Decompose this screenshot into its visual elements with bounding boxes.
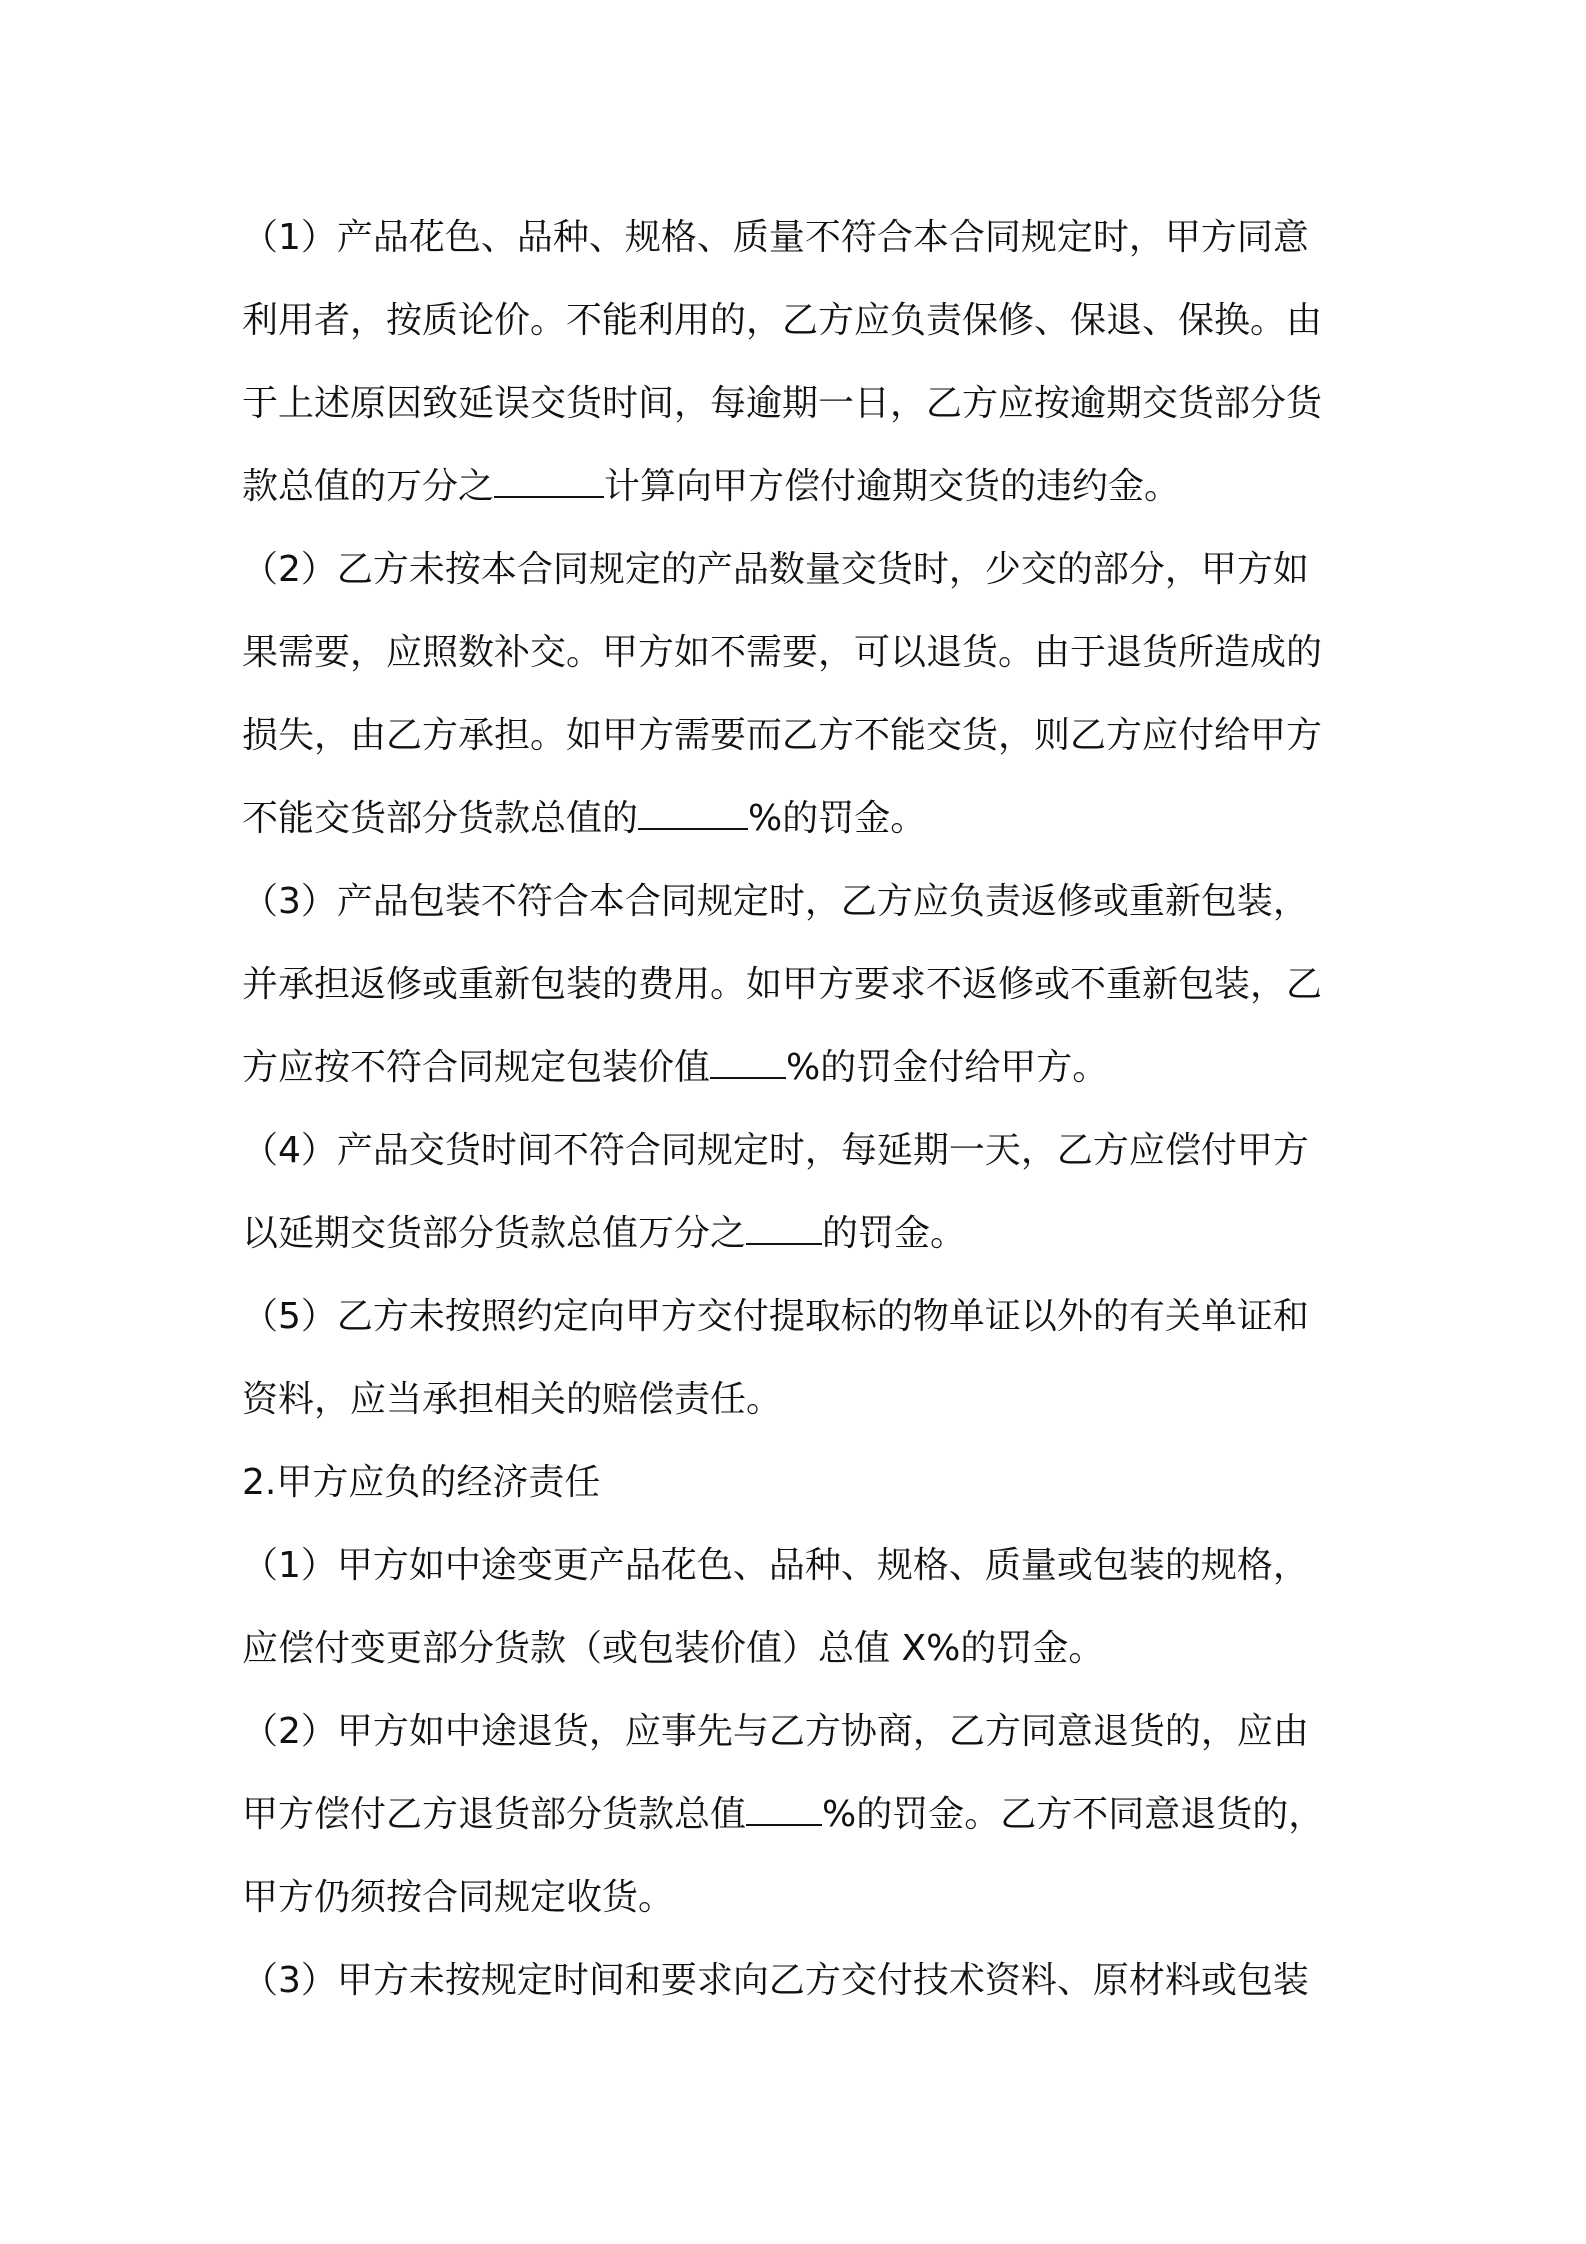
text-line: 于上述原因致延误交货时间，每逾期一日，乙方应按逾期交货部分货 [242,383,1323,424]
text-segment: 的罚金。 [822,1213,967,1254]
fill-in-blank[interactable] [746,1794,822,1826]
clause-2-3 [242,1939,1354,2022]
text-line: （1）甲方如中途变更产品花色、品种、规格、质量或包装的规格， [242,1545,1309,1586]
fill-in-blank[interactable] [638,798,748,830]
text-segment: 款总值的万分之 [242,466,495,507]
text-line: （3）产品包装不符合本合同规定时，乙方应负责返修或重新包装， [242,881,1309,922]
fill-in-blank[interactable] [710,1047,786,1079]
clause-1-1 [242,196,1354,528]
text-line: 损失，由乙方承担。如甲方需要而乙方不能交货，则乙方应付给甲方 [242,715,1323,756]
text-segment: 不能交货部分货款总值的 [242,798,639,839]
document-body [242,196,1354,2022]
text-segment: 计算向甲方偿付逾期交货的违约金。 [604,466,1181,507]
text-line: （5）乙方未按照约定向甲方交付提取标的物单证以外的有关单证和 [242,1296,1309,1337]
clause-2-1 [242,1524,1354,1690]
clause-1-3 [242,860,1354,1109]
fill-in-blank[interactable] [746,1213,822,1245]
text-segment: %的罚金。 [748,798,927,839]
text-line [242,1026,1354,1109]
text-line: 并承担返修或重新包装的费用。如甲方要求不返修或不重新包装，乙 [242,964,1323,1005]
clause-1-4 [242,1109,1354,1275]
clause-1-2 [242,528,1354,860]
text-line: （1）产品花色、品种、规格、质量不符合本合同规定时，甲方同意 [242,217,1309,258]
text-segment: %的罚金。乙方不同意退货的， [822,1794,1325,1835]
text-line: 资料，应当承担相关的赔偿责任。 [242,1379,783,1420]
text-line: （3）甲方未按规定时间和要求向乙方交付技术资料、原材料或包装 [242,1960,1309,2001]
fill-in-blank[interactable] [494,466,604,498]
text-line [242,777,1354,860]
text-line: 利用者，按质论价。不能利用的，乙方应负责保修、保退、保换。由 [242,300,1323,341]
text-line: 应偿付变更部分货款（或包装价值）总值 X%的罚金。 [242,1628,1105,1669]
text-line [242,445,1354,528]
text-line: （2）甲方如中途退货，应事先与乙方协商，乙方同意退货的，应由 [242,1711,1309,1752]
text-line [242,1192,1354,1275]
text-line: 果需要，应照数补交。甲方如不需要，可以退货。由于退货所造成的 [242,632,1323,673]
text-segment: %的罚金付给甲方。 [786,1047,1109,1088]
clause-2-2 [242,1690,1354,1939]
clause-1-5 [242,1275,1354,1441]
text-line: （4）产品交货时间不符合同规定时，每延期一天，乙方应偿付甲方 [242,1130,1309,1171]
text-segment: 以延期交货部分货款总值万分之 [242,1213,747,1254]
section-heading-2 [242,1441,1354,1524]
heading-line: 2.甲方应负的经济责任 [242,1462,601,1503]
text-line: 甲方仍须按合同规定收货。 [242,1877,675,1918]
text-segment: 方应按不符合同规定包装价值 [242,1047,711,1088]
text-segment: 甲方偿付乙方退货部分货款总值 [242,1794,747,1835]
text-line: （2）乙方未按本合同规定的产品数量交货时，少交的部分，甲方如 [242,549,1309,590]
text-line [242,1773,1354,1856]
